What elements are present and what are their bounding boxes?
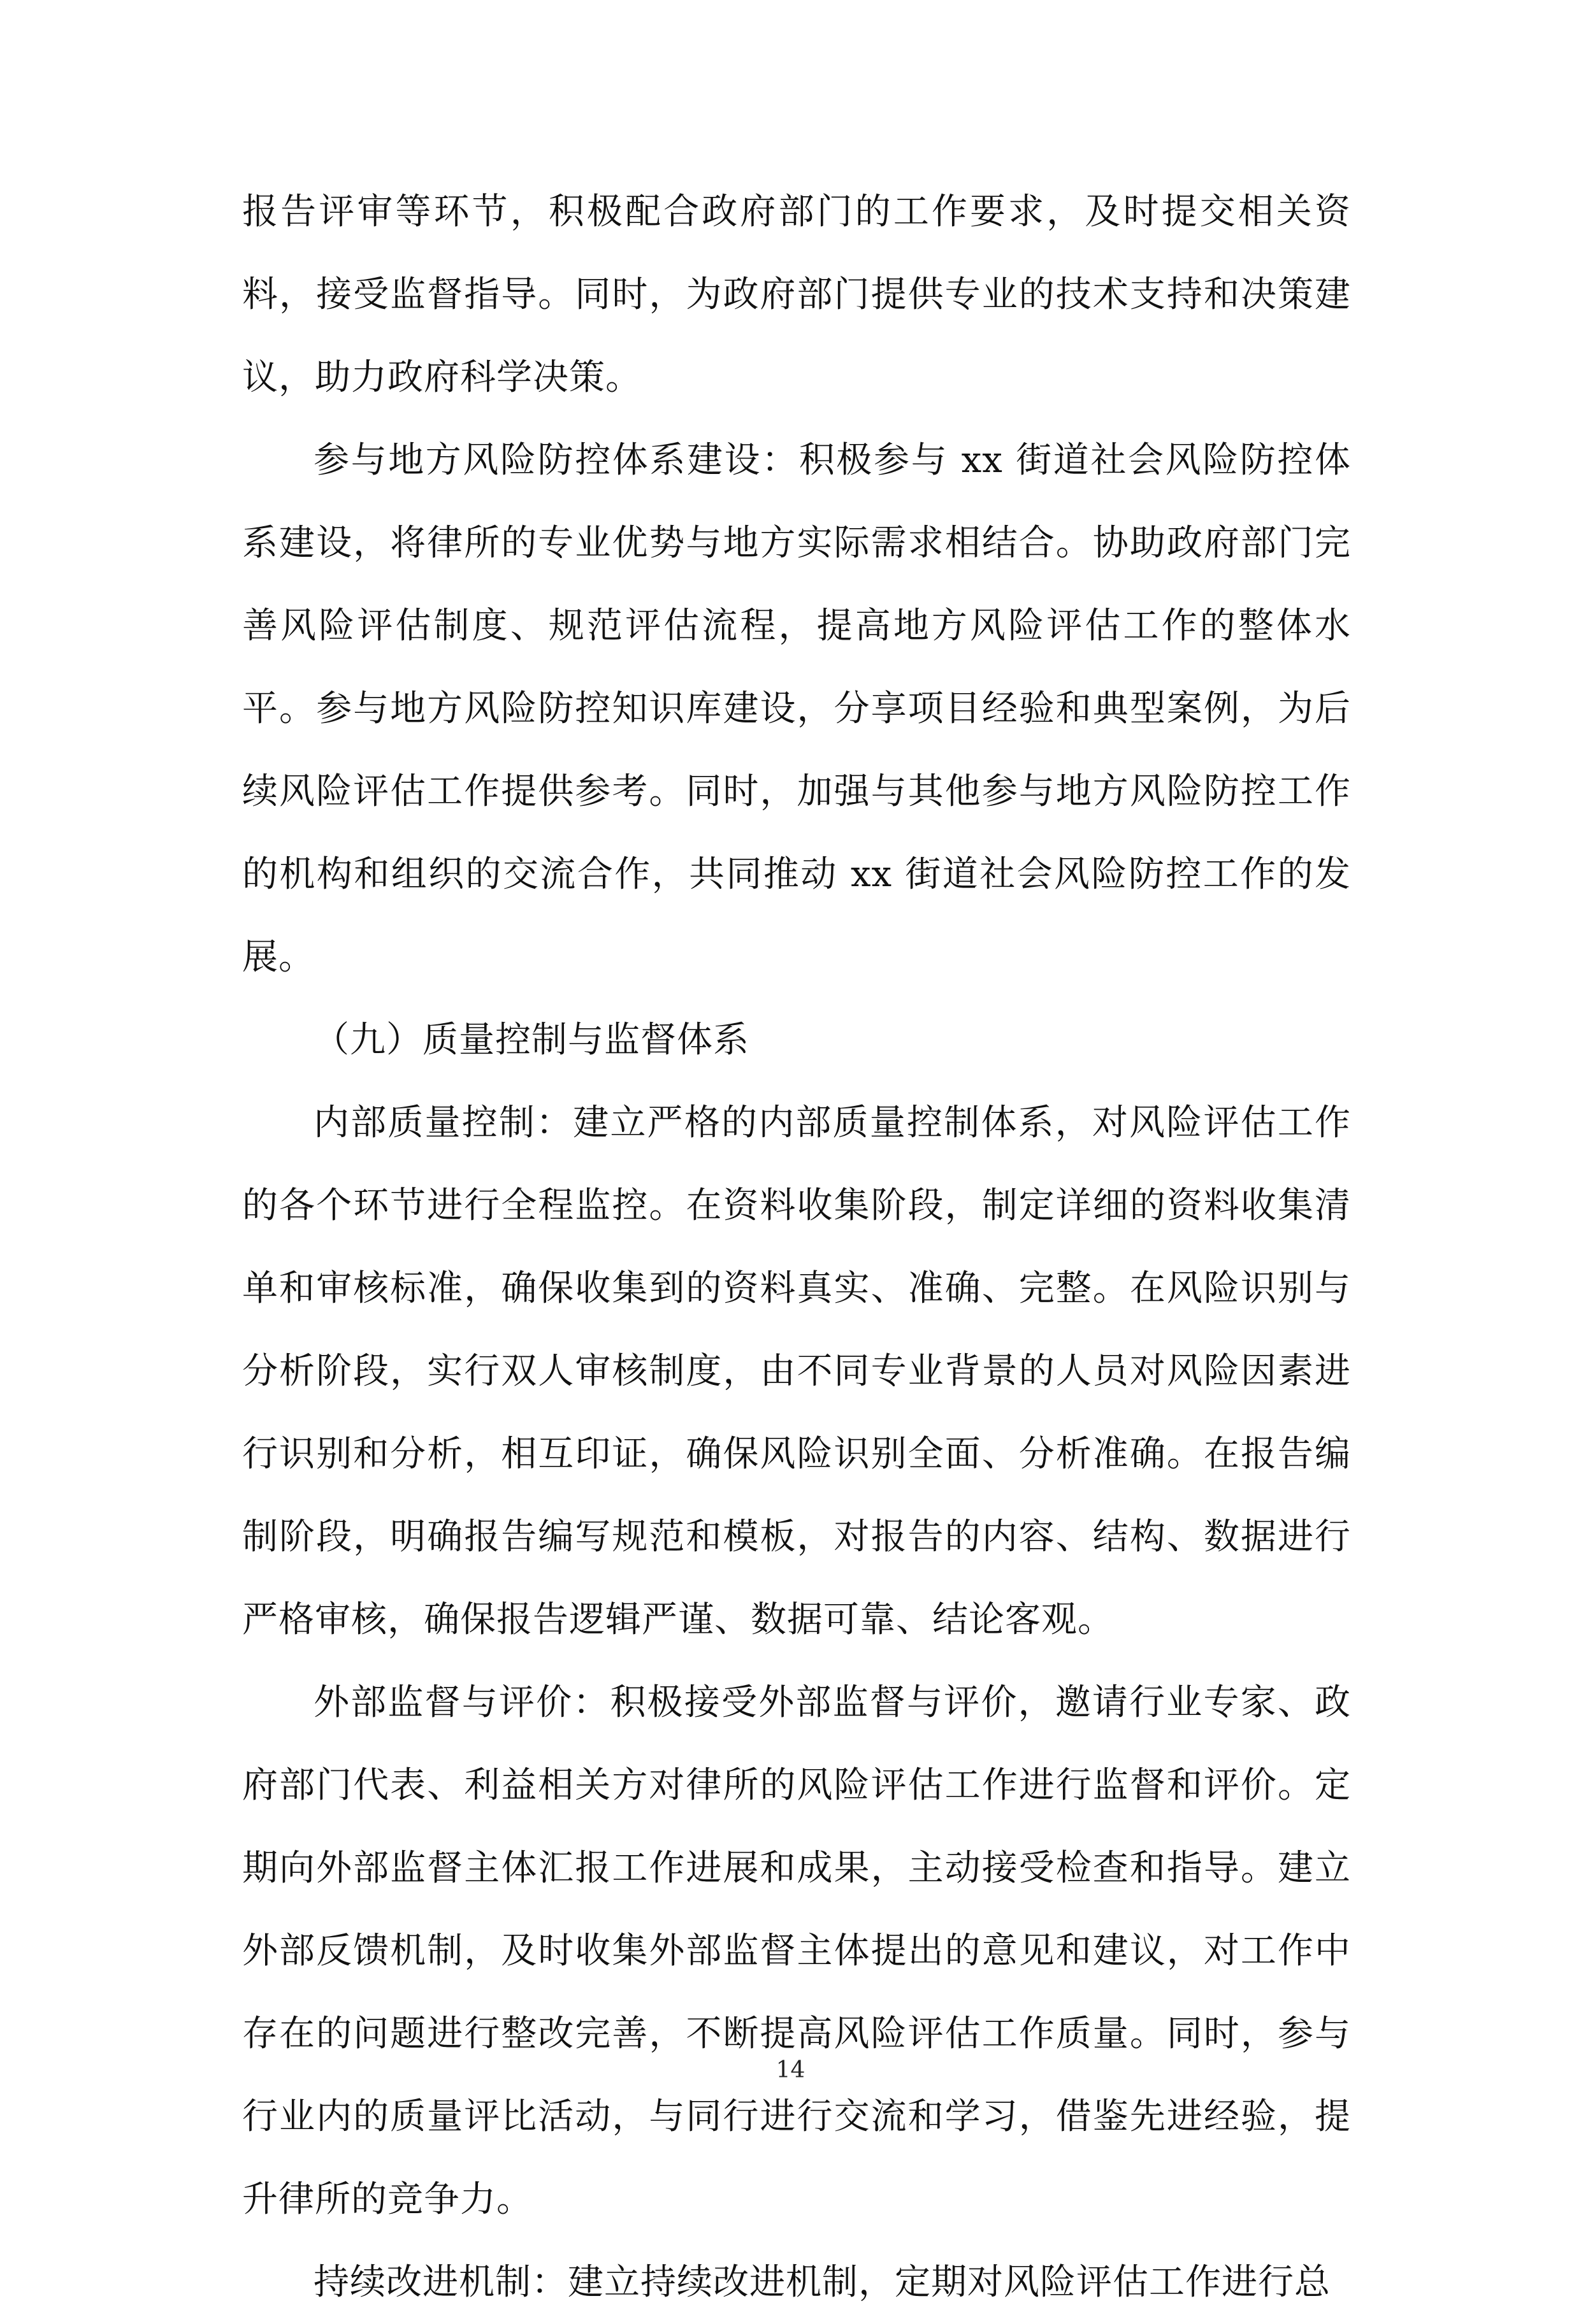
section-heading-quality-control: （九）质量控制与监督体系 <box>314 1019 749 1061</box>
paragraph-continuation: 报告评审等环节，积极配合政府部门的工作要求，及时提交相关资料，接受监督指导。同时，为政府部门提供专业的技术支持和决策建议，助力政府科学决策。 <box>242 191 1351 398</box>
page-number: 14 <box>776 2057 805 2083</box>
paragraph-continuous-improvement: 持续改进机制：建立持续改进机制，定期对风险评估工作进行总 <box>314 2262 1331 2303</box>
paragraph-internal-quality-control: 内部质量控制：建立严格的内部质量控制体系，对风险评估工作的各个环节进行全程监控。在资料收集阶段，制定详细的资料收集清单和审核标准，确保收集到的资料真实、准确、完整。在风险识别与分析阶段，实行双人审核制度，由不同专业背景的人员对风险因素进行识别和分析，相互印证，确保风险识别全面、分析准确。在报告编制阶段，明确报告编写规范和模板，对报告的内容、结构、数据进行严格审核，确保报告逻辑严谨、数据可靠、结论客观。 <box>242 1102 1351 1640</box>
paragraph-local-risk-system: 参与地方风险防控体系建设：积极参与 xx 街道社会风险防控体系建设，将律所的专业优势与地方实际需求相结合。协助政府部门完善风险评估制度、规范评估流程，提高地方风险评估工作的整体水平。参与地方风险防控知识库建设，分享项目经验和典型案例，为后续风险评估工作提供参考。同时，加强与其他参与地方风险防控工作的机构和组织的交流合作，共同推动 xx 街道社会风险防控工作的发展。 <box>242 440 1351 978</box>
body-text <box>242 171 1351 2324</box>
paragraph-external-supervision: 外部监督与评价：积极接受外部监督与评价，邀请行业专家、政府部门代表、利益相关方对律所的风险评估工作进行监督和评价。定期向外部监督主体汇报工作进展和成果，主动接受检查和指导。建立外部反馈机制，及时收集外部监督主体提出的意见和建议，对工作中存在的问题进行整改完善，不断提高风险评估工作质量。同时，参与行业内的质量评比活动，与同行进行交流和学习，借鉴先进经验，提升律所的竞争力。 <box>242 1682 1351 2220</box>
